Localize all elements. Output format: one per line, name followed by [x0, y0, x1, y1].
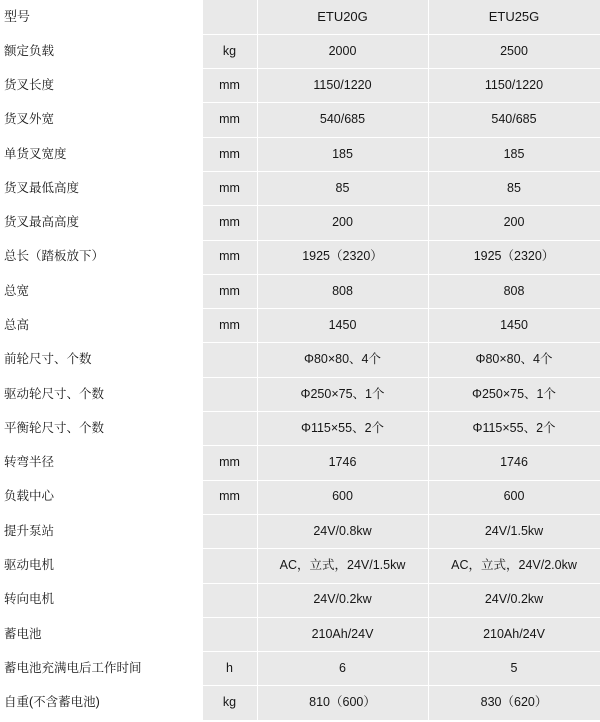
row-value-1: 540/685: [257, 103, 428, 137]
table-row: [0, 171, 600, 205]
row-unit: [202, 583, 257, 617]
row-unit: mm: [202, 446, 257, 480]
row-value-2: 24V/0.2kw: [428, 583, 600, 617]
row-value-1: 200: [257, 206, 428, 240]
row-label: 总长（踏板放下）: [0, 240, 202, 274]
row-value-2: 85: [428, 171, 600, 205]
row-unit: mm: [202, 309, 257, 343]
row-label: 型号: [0, 0, 202, 34]
table-row: [0, 137, 600, 171]
row-label: 自重(不含蓄电池): [0, 686, 202, 720]
row-value-1: 1450: [257, 309, 428, 343]
row-value-2: 1150/1220: [428, 69, 600, 103]
table-row: [0, 686, 600, 720]
row-value-2: AC，立式，24V/2.0kw: [428, 549, 600, 583]
table-row: [0, 480, 600, 514]
row-value-1: 6: [257, 652, 428, 686]
row-value-1: 24V/0.2kw: [257, 583, 428, 617]
row-label: 额定负载: [0, 34, 202, 68]
row-label: 平衡轮尺寸、个数: [0, 412, 202, 446]
row-unit: mm: [202, 103, 257, 137]
row-value-1: 24V/0.8kw: [257, 514, 428, 548]
table-row: [0, 514, 600, 548]
row-label: 提升泵站: [0, 514, 202, 548]
row-value-2: Φ250×75、1个: [428, 377, 600, 411]
row-unit: [202, 377, 257, 411]
row-unit: [202, 0, 257, 34]
row-value-2: 540/685: [428, 103, 600, 137]
row-label: 单货叉宽度: [0, 137, 202, 171]
row-label: 货叉外宽: [0, 103, 202, 137]
row-unit: mm: [202, 171, 257, 205]
table-row: [0, 34, 600, 68]
row-unit: h: [202, 652, 257, 686]
table-row: [0, 309, 600, 343]
row-value-2: 2500: [428, 34, 600, 68]
row-label: 蓄电池: [0, 617, 202, 651]
table-row: [0, 0, 600, 34]
row-value-1: 810（600）: [257, 686, 428, 720]
row-label: 负载中心: [0, 480, 202, 514]
row-value-2: 185: [428, 137, 600, 171]
row-value-1: Φ250×75、1个: [257, 377, 428, 411]
table-row: [0, 103, 600, 137]
row-label: 总高: [0, 309, 202, 343]
row-unit: mm: [202, 480, 257, 514]
row-value-1: Φ80×80、4个: [257, 343, 428, 377]
row-label: 总宽: [0, 274, 202, 308]
row-unit: [202, 549, 257, 583]
row-value-1: 2000: [257, 34, 428, 68]
row-value-1: 1746: [257, 446, 428, 480]
row-value-2: Φ115×55、2个: [428, 412, 600, 446]
row-value-2: 24V/1.5kw: [428, 514, 600, 548]
row-value-2: 600: [428, 480, 600, 514]
table-row: [0, 69, 600, 103]
table-row: [0, 240, 600, 274]
row-unit: kg: [202, 34, 257, 68]
table-row: [0, 274, 600, 308]
row-value-2: 1746: [428, 446, 600, 480]
row-value-2: ETU25G: [428, 0, 600, 34]
row-label: 前轮尺寸、个数: [0, 343, 202, 377]
row-label: 货叉最低高度: [0, 171, 202, 205]
row-value-1: 210Ah/24V: [257, 617, 428, 651]
row-value-2: 1925（2320）: [428, 240, 600, 274]
row-value-2: 1450: [428, 309, 600, 343]
row-unit: [202, 343, 257, 377]
row-value-1: AC，立式，24V/1.5kw: [257, 549, 428, 583]
row-value-2: 210Ah/24V: [428, 617, 600, 651]
row-value-2: 830（620）: [428, 686, 600, 720]
row-unit: mm: [202, 69, 257, 103]
row-unit: [202, 514, 257, 548]
row-value-2: Φ80×80、4个: [428, 343, 600, 377]
row-value-2: 5: [428, 652, 600, 686]
row-label: 货叉最高高度: [0, 206, 202, 240]
row-unit: kg: [202, 686, 257, 720]
table-row: [0, 206, 600, 240]
row-value-1: 600: [257, 480, 428, 514]
table-row: [0, 412, 600, 446]
row-unit: mm: [202, 274, 257, 308]
row-unit: mm: [202, 137, 257, 171]
table-row: [0, 617, 600, 651]
table-row: [0, 446, 600, 480]
row-value-1: 85: [257, 171, 428, 205]
table-row: [0, 343, 600, 377]
table-row: [0, 549, 600, 583]
row-value-1: 808: [257, 274, 428, 308]
table-row: [0, 583, 600, 617]
row-value-1: ETU20G: [257, 0, 428, 34]
row-label: 驱动轮尺寸、个数: [0, 377, 202, 411]
row-label: 转向电机: [0, 583, 202, 617]
row-value-1: 1925（2320）: [257, 240, 428, 274]
row-unit: [202, 617, 257, 651]
row-value-1: 185: [257, 137, 428, 171]
row-label: 蓄电池充满电后工作时间: [0, 652, 202, 686]
row-value-1: Φ115×55、2个: [257, 412, 428, 446]
row-unit: mm: [202, 240, 257, 274]
row-unit: [202, 412, 257, 446]
row-value-2: 200: [428, 206, 600, 240]
row-value-1: 1150/1220: [257, 69, 428, 103]
row-unit: mm: [202, 206, 257, 240]
row-value-2: 808: [428, 274, 600, 308]
row-label: 货叉长度: [0, 69, 202, 103]
row-label: 驱动电机: [0, 549, 202, 583]
table-row: [0, 377, 600, 411]
row-label: 转弯半径: [0, 446, 202, 480]
table-row: [0, 652, 600, 686]
